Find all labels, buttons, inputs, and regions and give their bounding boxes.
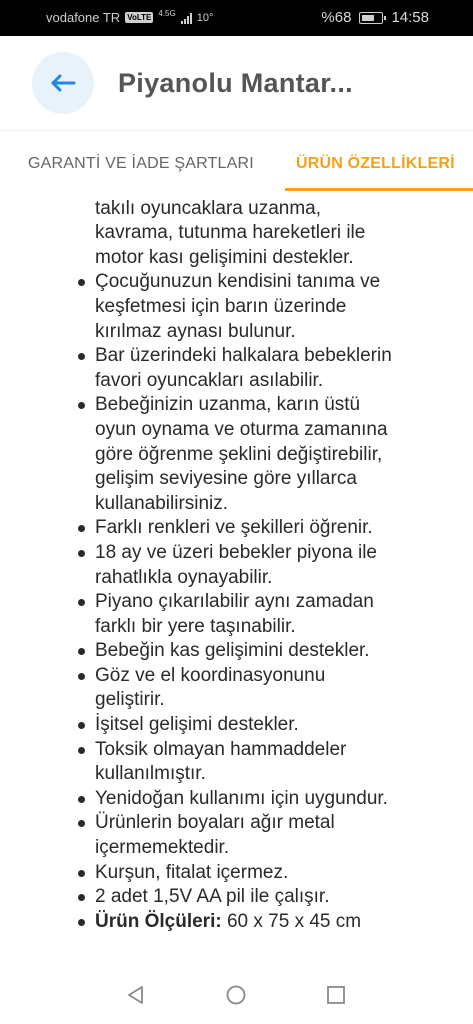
temperature: 10° <box>196 11 214 24</box>
network-type: 4.5G <box>158 9 176 18</box>
nav-back-icon[interactable] <box>125 984 147 1006</box>
clock: 14:58 <box>391 9 429 26</box>
list-item: Ürünlerin boyaları ağır metal <box>95 811 455 836</box>
list-item: motor kası gelişimini destekler. <box>95 246 354 268</box>
nav-home-icon[interactable] <box>225 984 247 1006</box>
nav-recent-icon[interactable] <box>325 984 347 1006</box>
list-item: Göz ve el koordinasyonunu <box>95 664 455 689</box>
page-title: Piyanolu Mantar... <box>118 68 353 98</box>
feature-list <box>0 190 455 934</box>
list-item: Bebeğinizin uzanma, karın üstü <box>95 393 455 418</box>
list-item: 2 adet 1,5V AA pil ile çalışır. <box>95 885 455 910</box>
list-item: gelişim seviyesine göre yıllarca <box>95 468 357 490</box>
list-item: rahatlıkla oynayabilir. <box>95 566 273 588</box>
app-header <box>0 36 473 130</box>
list-item: takılı oyuncaklara uzanma, <box>95 197 322 219</box>
list-item: Bebeğin kas gelişimini destekler. <box>95 639 455 664</box>
dimensions-label: Ürün Ölçüleri: <box>95 910 222 932</box>
signal-icon <box>181 12 192 24</box>
list-item: Toksik olmayan hammaddeler <box>95 738 455 763</box>
battery-icon <box>359 12 383 24</box>
volte-badge: VoLTE <box>127 13 152 22</box>
status-bar <box>0 0 473 36</box>
back-button[interactable] <box>32 52 94 114</box>
carrier-name: vodafone TR <box>46 10 121 25</box>
list-item: İşitsel gelişimi destekler. <box>95 713 455 738</box>
list-item: Yenidoğan kullanımı için uygundur. <box>95 787 455 812</box>
list-item-partial <box>95 190 455 197</box>
tab-warranty-return[interactable]: GARANTİ VE İADE ŞARTLARI <box>28 155 254 172</box>
list-item: Çocuğunuzun kendisini tanıma ve <box>95 270 455 295</box>
arrow-left-icon <box>50 74 76 92</box>
list-item: 18 ay ve üzeri bebekler piyona ile <box>95 541 455 566</box>
features-content[interactable] <box>0 190 473 962</box>
list-item: kullanabilirsiniz. <box>95 492 229 514</box>
battery-percent: %68 <box>321 9 352 26</box>
list-item-dimensions <box>95 910 455 935</box>
list-item: içermemektedir. <box>95 837 230 859</box>
list-item: kullanılmıştır. <box>95 763 206 785</box>
list-item: farklı bir yere taşınabilir. <box>95 615 296 637</box>
list-item: oyun oynama ve oturma zamanına <box>95 418 388 440</box>
list-item: kavrama, tutunma hareketleri ile <box>95 222 366 244</box>
system-nav-bar <box>0 962 473 1024</box>
status-left <box>46 10 213 25</box>
list-item: geliştirir. <box>95 689 165 711</box>
list-item: keşfetmesi için barın üzerinde <box>95 295 347 317</box>
dimensions-value: 60 x 75 x 45 cm <box>221 910 362 932</box>
tab-bar <box>0 130 473 191</box>
list-item: Bar üzerindeki halkalara bebeklerin <box>95 344 455 369</box>
list-item: Farklı renkleri ve şekilleri öğrenir. <box>95 516 455 541</box>
status-right <box>321 9 429 26</box>
list-item: Kurşun, fitalat içermez. <box>95 861 455 886</box>
list-item: göre öğrenme şeklini değiştirebilir, <box>95 443 383 465</box>
list-item: kırılmaz aynası bulunur. <box>95 320 296 342</box>
tab-product-features[interactable]: ÜRÜN ÖZELLİKLERİ <box>296 155 455 172</box>
list-item: Piyano çıkarılabilir aynı zamadan <box>95 590 455 615</box>
features-scroll <box>0 190 473 934</box>
list-item: favori oyuncakları asılabilir. <box>95 369 324 391</box>
